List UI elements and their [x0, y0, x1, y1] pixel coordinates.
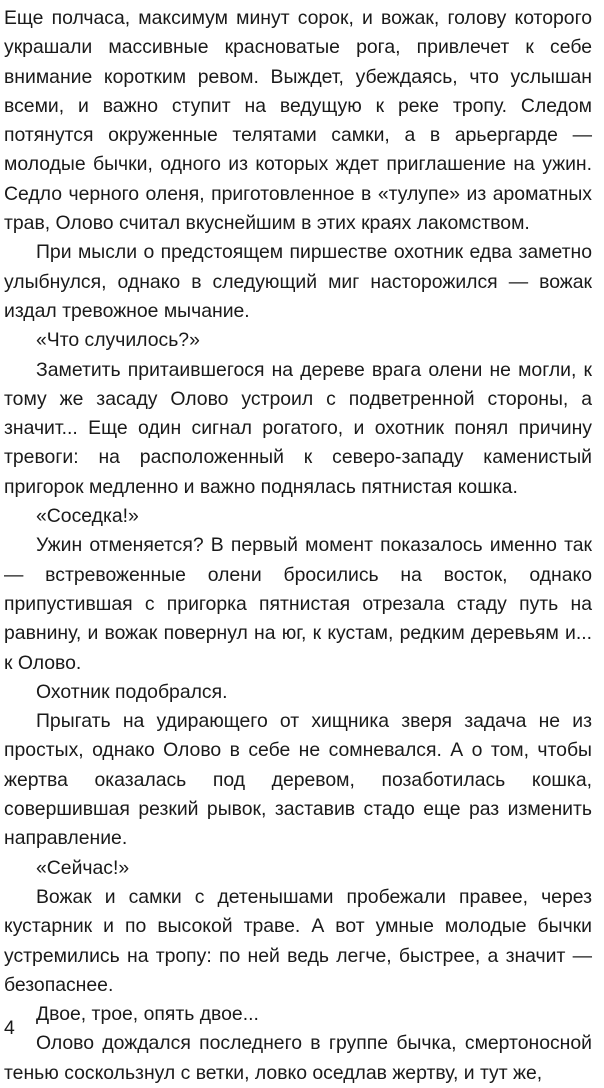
paragraph-1: Еще полчаса, максимум минут сорок, и вожак, голову которого украшали массивные красноватые рога, привлечет к себе внимание коротким ревом. Выждет, убеждаясь, что услышан всеми, и важно ступит на ведущую к реке тропу. Следом потянутся окруженные телятами самки, а в арьергарде — молодые бычки, одного из которых ждет приглашение на ужин. Седло черного оленя, приготовленное в «тулупе» из ароматных трав, Олово считал вкуснейшим в этих краях лакомством. — [4, 7, 592, 235]
paragraph-7: Охотник подобрался. — [36, 680, 228, 703]
paragraph-9: «Сейчас!» — [36, 856, 130, 879]
paragraph-2: При мысли о предстоящем пиршестве охотник едва заметно улыбнулся, однако в следующий миг насторожился — вожак издал тревожное мычание. — [4, 241, 592, 322]
paragraph-12: Олово дождался последнего в группе бычка, смертоносной тенью соскользнул с ветки, ловко оседлав жертву, и тут же, — [4, 1032, 592, 1084]
paragraph-8: Прыгать на удирающего от хищника зверя задача не из простых, однако Олово в себе не сомневался. А о том, чтобы жертва оказалась под деревом, позаботилась кошка, совершившая резкий рывок, заставив стадо еще раз изменить направление. — [4, 710, 592, 850]
page-number: 4 — [4, 1017, 15, 1039]
paragraph-3: «Что случилось?» — [36, 329, 200, 352]
paragraph-5: «Соседка!» — [36, 505, 139, 528]
page-text — [4, 4, 592, 1088]
paragraph-11: Двое, трое, опять двое... — [36, 1003, 259, 1026]
paragraph-6: Ужин отменяется? В первый момент показалось именно так — встревоженные олени бросились на восток, однако припустившая с пригорка пятнистая отрезала стаду путь на равнину, и вожак повернул на юг, к кустам, редким деревьям и... к Олово. — [4, 534, 592, 674]
paragraph-10: Вожак и самки с детенышами пробежали правее, через кустарник и по высокой траве. А вот умные молодые бычки устремились на тропу: по ней ведь легче, быстрее, а значит — безопаснее. — [4, 885, 592, 996]
paragraph-4: Заметить притаившегося на дереве врага олени не могли, к тому же засаду Олово устроил с подветренной стороны, а значит... Еще один сигнал рогатого, и охотник понял причину тревоги: на расположенный к северо-западу каменистый пригорок медленно и важно поднялась пятнистая кошка. — [4, 358, 592, 498]
